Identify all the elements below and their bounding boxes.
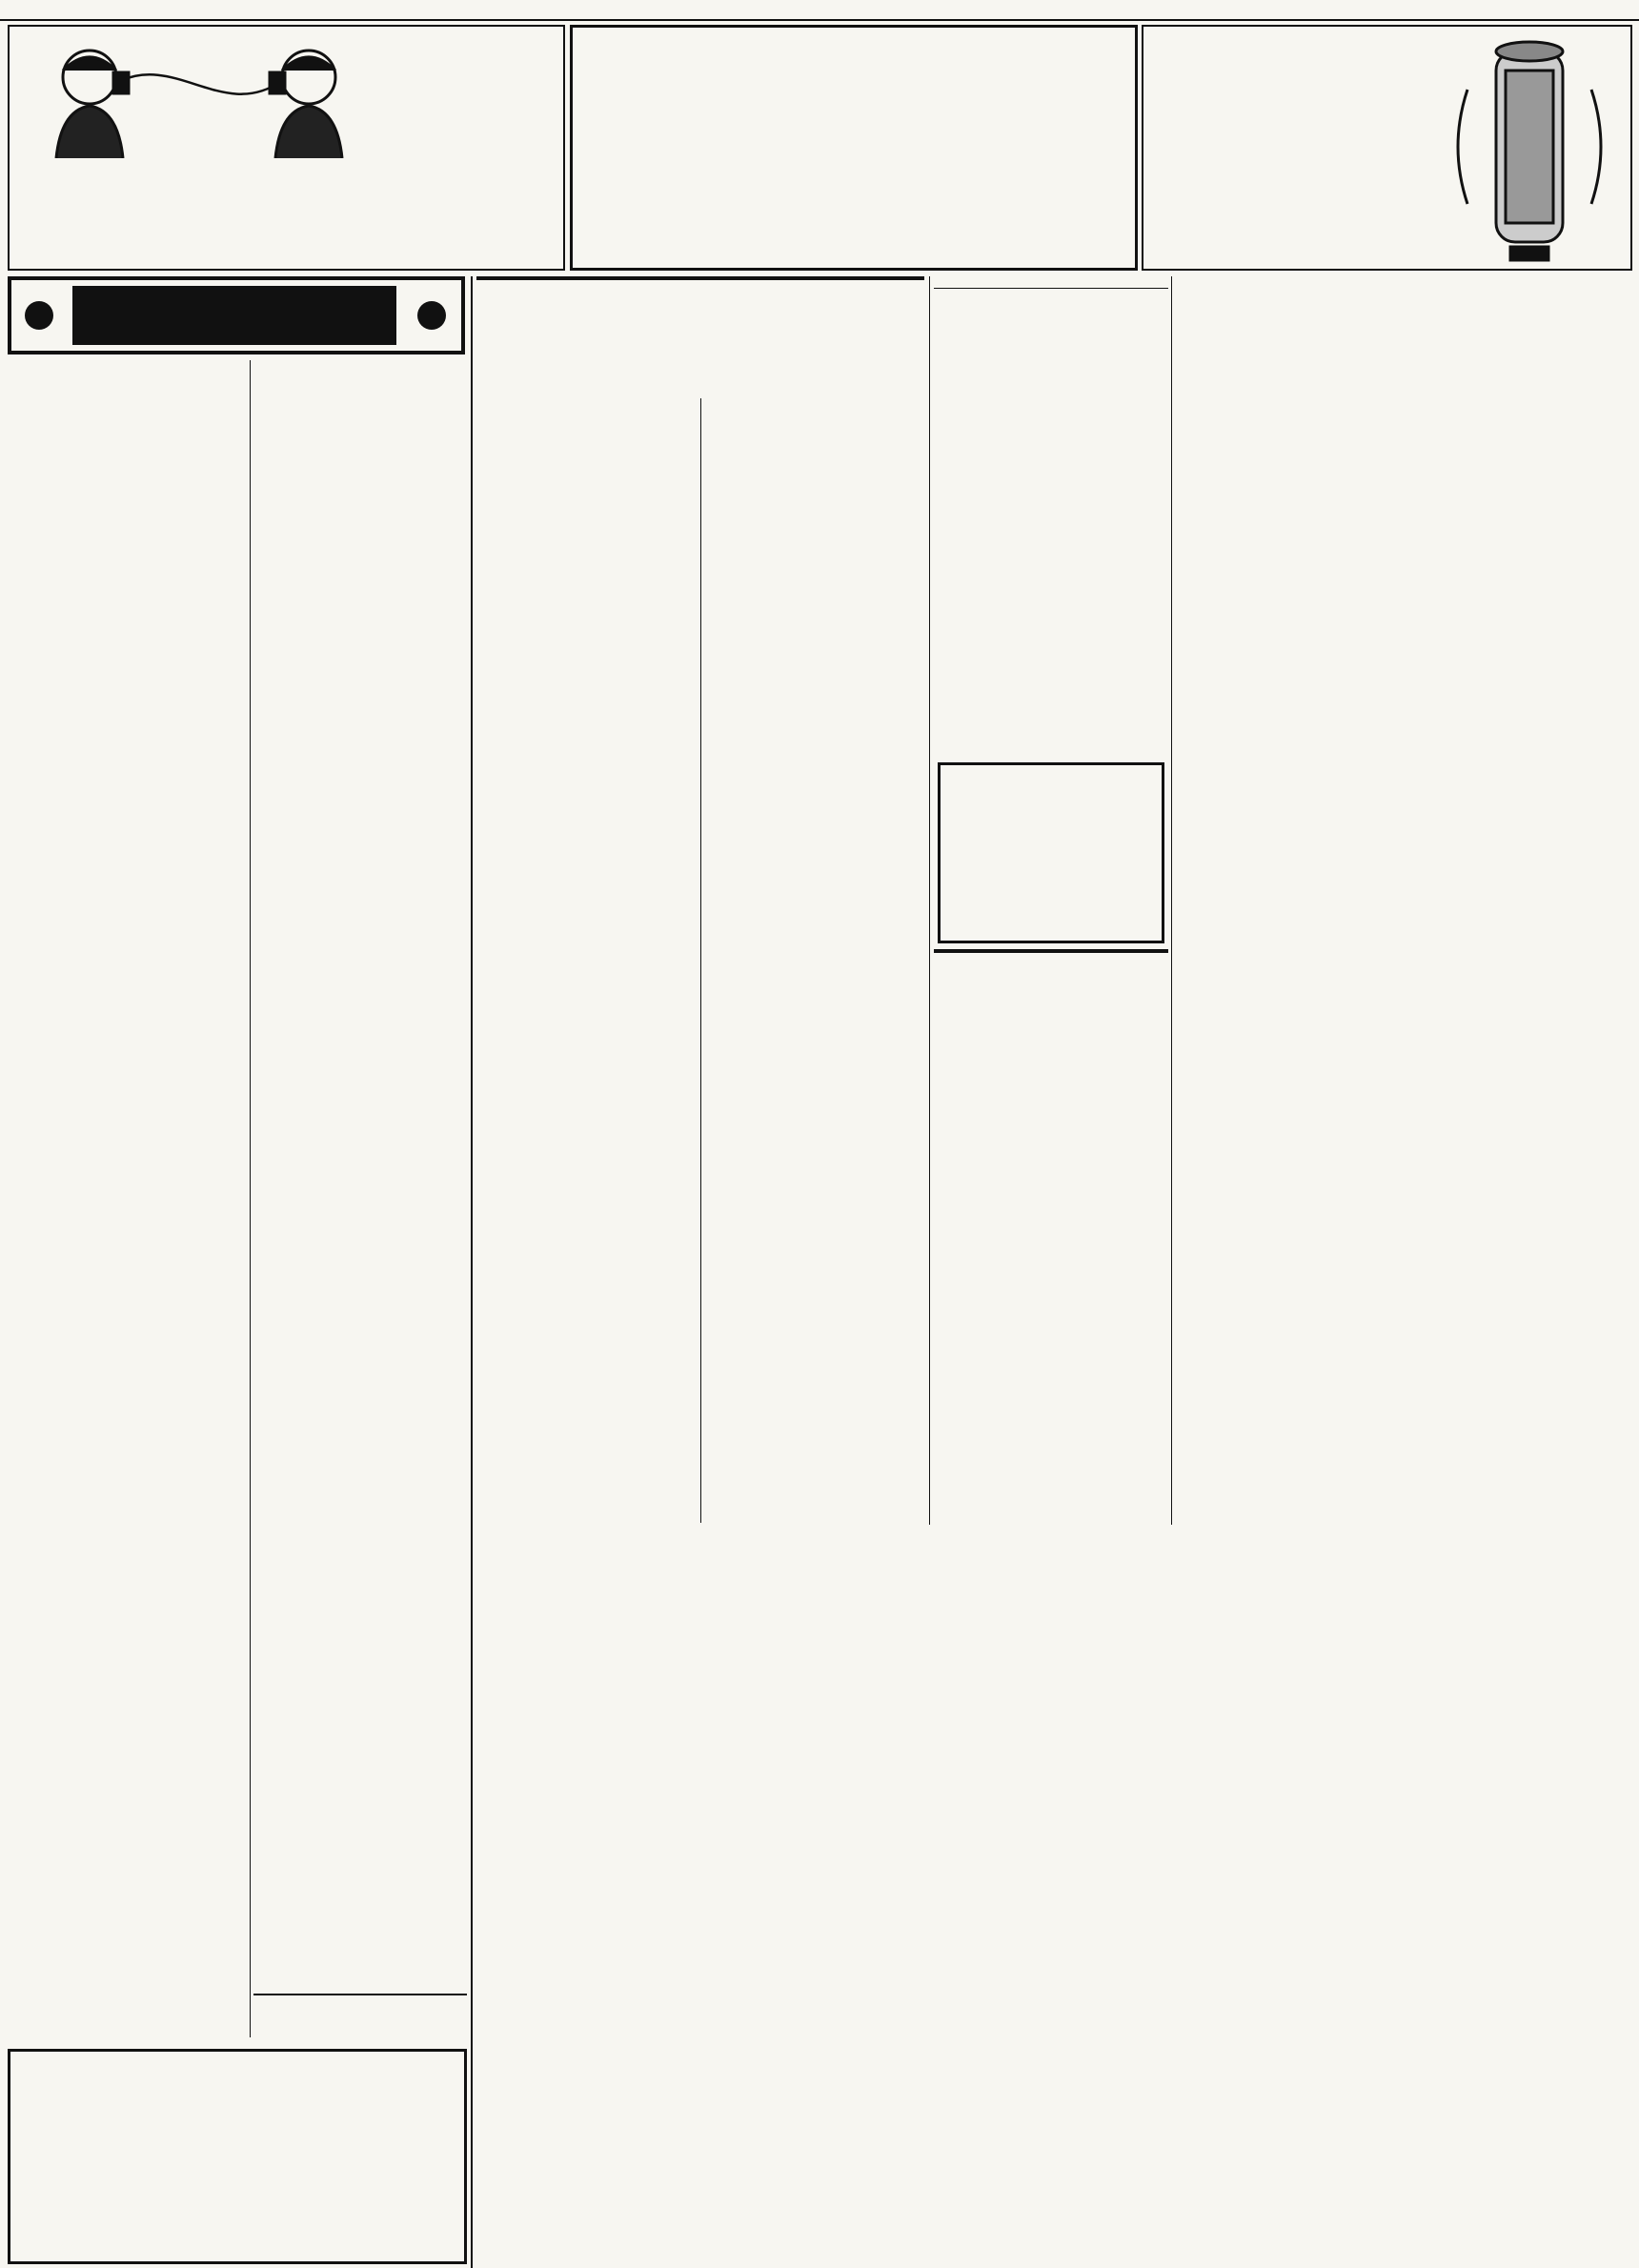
revenue-table [934,280,1168,291]
sport-title [72,286,396,345]
sport-header-box [8,276,465,354]
masthead-strip [0,0,1639,21]
table-row [934,289,1168,292]
col-divider-instrucao [1171,276,1172,1525]
explicando-article [938,276,939,277]
col-divider-cv2 [929,276,930,1525]
novidade-ad [8,2049,467,2264]
instrucao-article [934,949,1168,1521]
casa-triumpho-ad [570,25,1138,271]
lustres-ad [1142,25,1632,271]
sport-bullet-right [417,301,446,330]
col-divider-main-left [471,276,473,2268]
cabo-verde-headline [476,276,924,280]
espartilhos-ad [253,1994,467,2043]
col-divider-sport [250,360,251,2037]
cabo-verde-col1 [476,398,696,1523]
sport-bullet-left [25,301,53,330]
sport-col1 [8,360,246,1594]
instrucao-title [934,949,1168,953]
filter-icon [1429,32,1625,266]
pos-keating-ad [938,762,1164,943]
cabo-verde-col2 [705,398,926,1523]
col-divider-cv [700,398,701,1523]
cabo-verde-col3 [934,276,1168,762]
nota-do-dia [8,1563,246,2044]
sport-col2 [253,360,467,1570]
tel-ad [8,25,565,271]
telephone-illustration [23,34,375,158]
